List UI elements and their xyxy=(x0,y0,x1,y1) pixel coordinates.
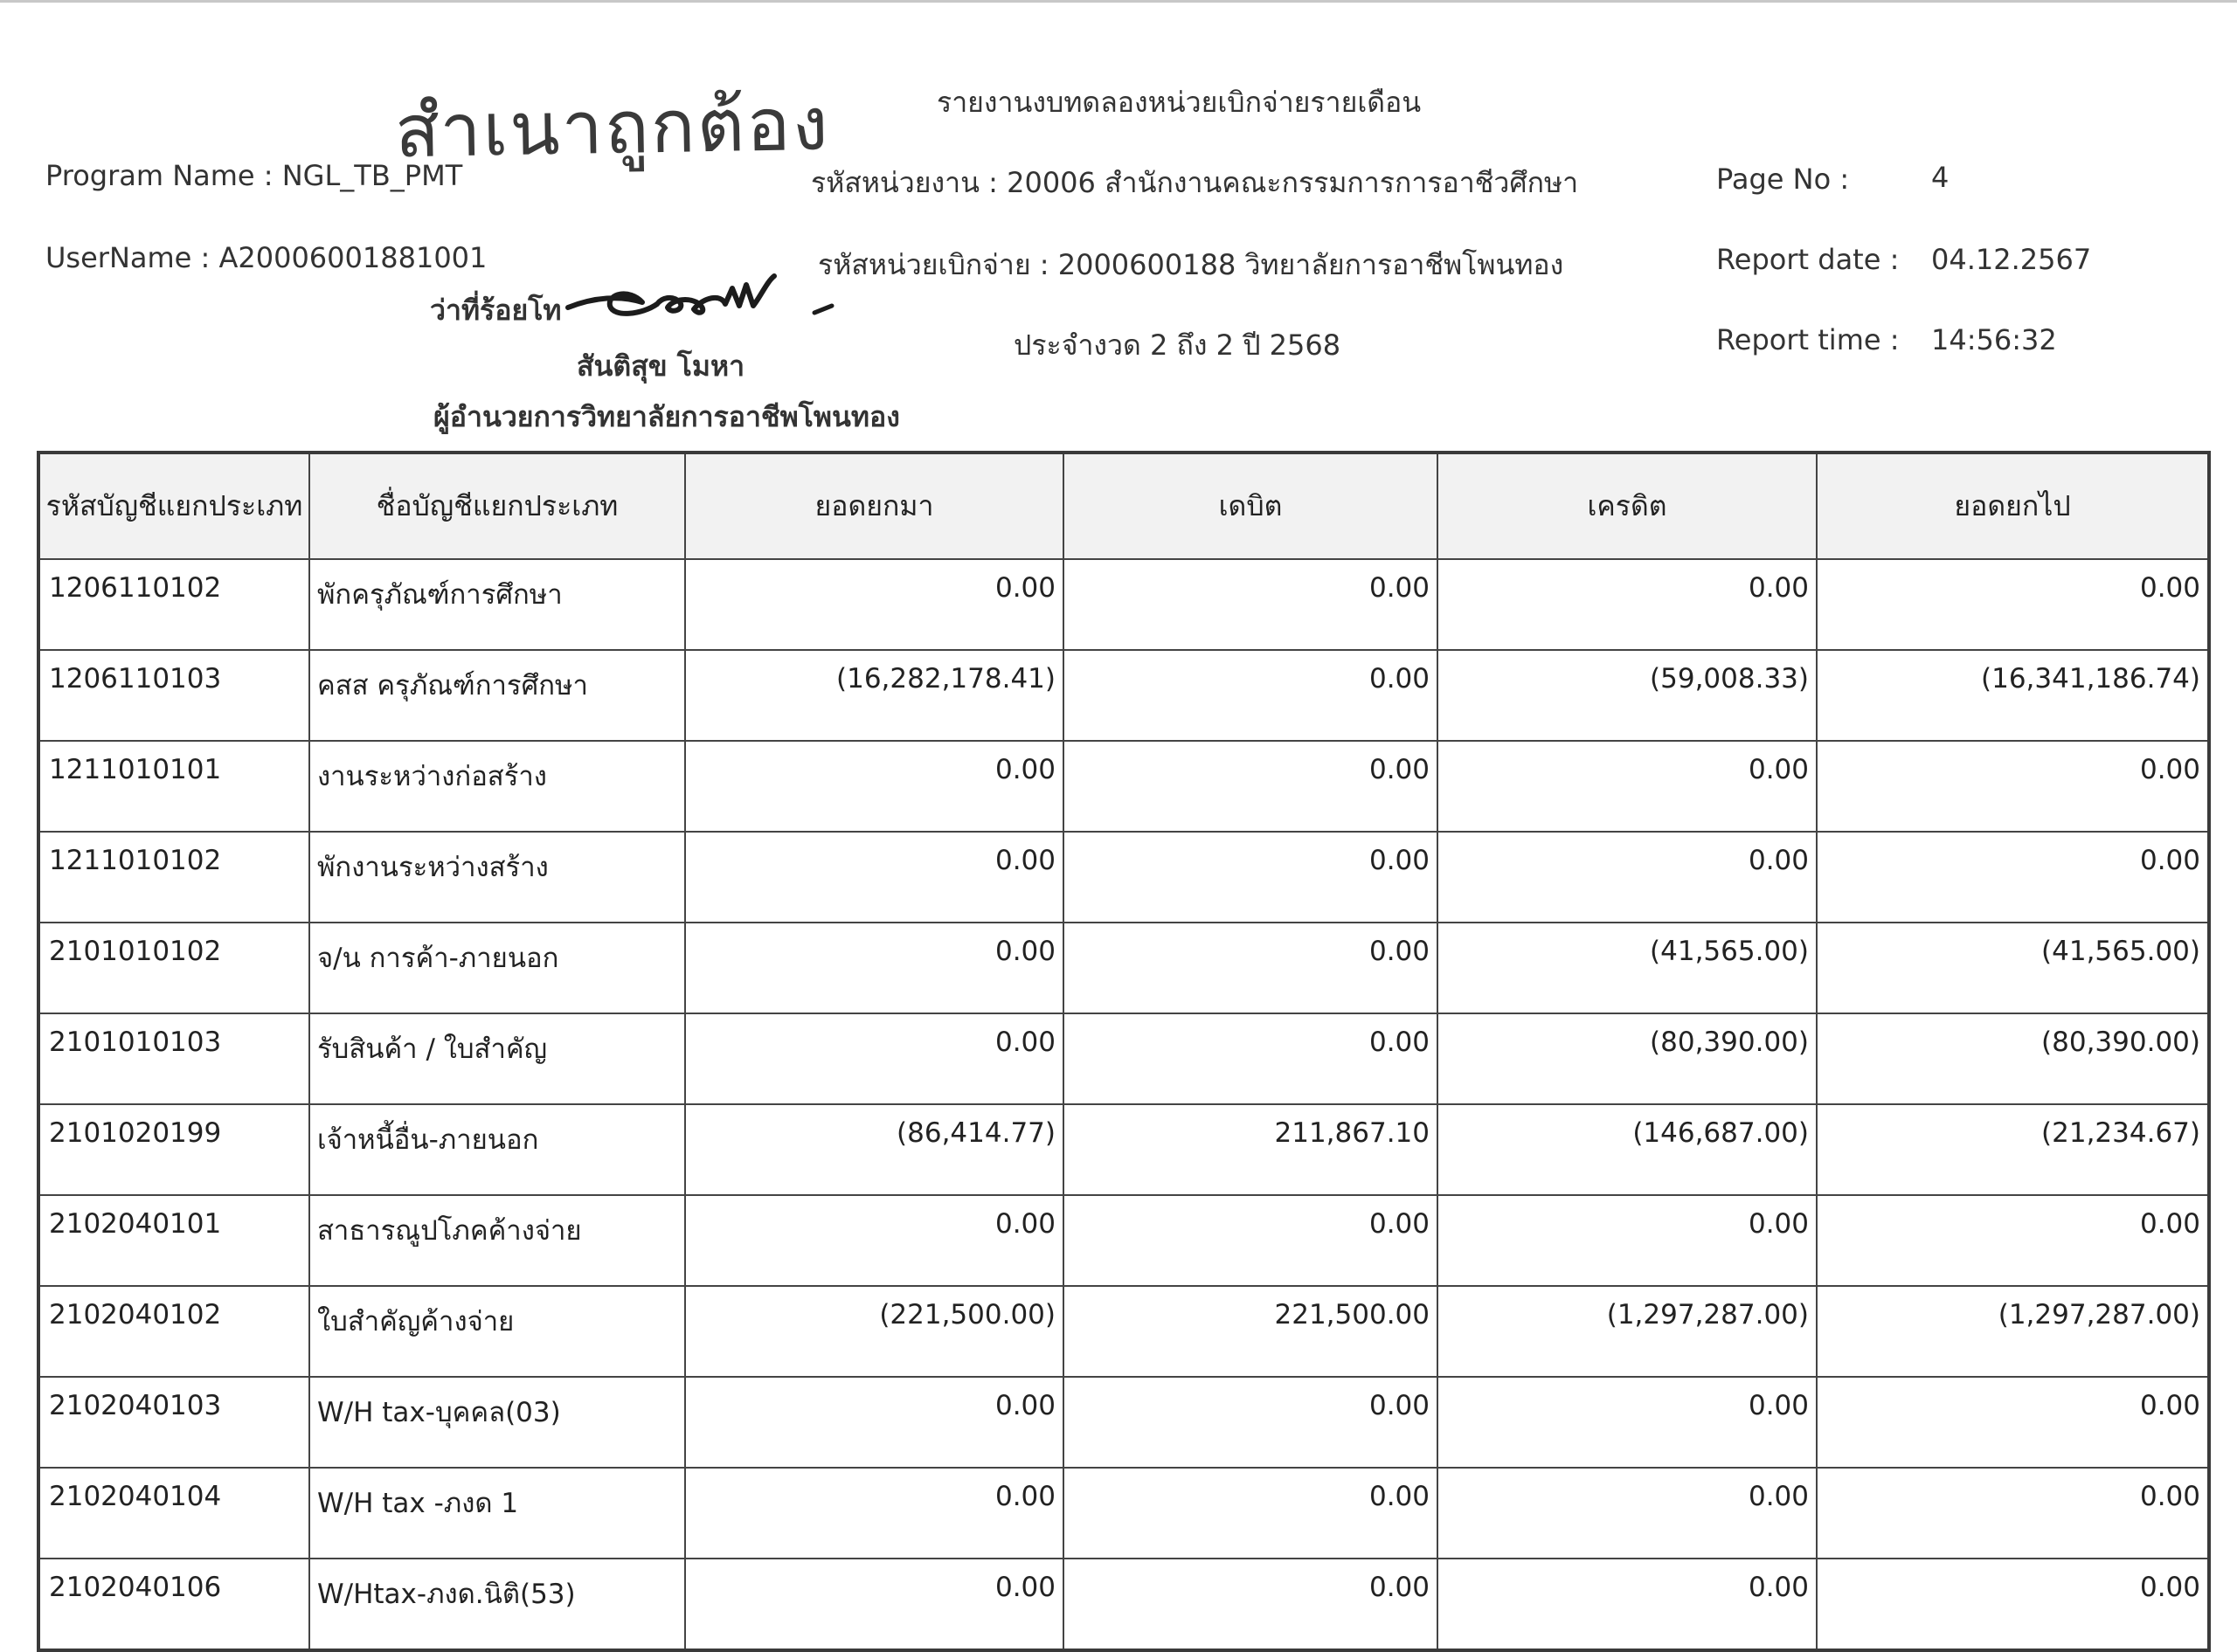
cell-opening-balance: 0.00 xyxy=(685,923,1063,1013)
cell-account-code: 2102040106 xyxy=(38,1559,309,1650)
cell-opening-balance: 0.00 xyxy=(685,1559,1063,1650)
cell-account-name: รับสินค้า / ใบสำคัญ xyxy=(309,1013,685,1104)
table-row xyxy=(38,1377,2209,1468)
col-header-debit: เดบิต xyxy=(1063,453,1437,559)
cell-account-name: สาธารณูปโภคค้างจ่าย xyxy=(309,1195,685,1286)
cell-debit: 0.00 xyxy=(1063,1559,1437,1650)
cell-account-code: 2101010103 xyxy=(38,1013,309,1104)
cell-account-code: 2101020199 xyxy=(38,1104,309,1195)
cell-opening-balance: 0.00 xyxy=(685,559,1063,650)
cell-closing-balance: 0.00 xyxy=(1817,1559,2209,1650)
table-row xyxy=(38,1559,2209,1650)
cell-account-name: W/H tax -ภงด 1 xyxy=(309,1468,685,1559)
cell-closing-balance: 0.00 xyxy=(1817,832,2209,923)
cell-debit: 0.00 xyxy=(1063,923,1437,1013)
table-row xyxy=(38,832,2209,923)
cell-account-name: ใบสำคัญค้างจ่าย xyxy=(309,1286,685,1377)
cell-closing-balance: 0.00 xyxy=(1817,559,2209,650)
cell-closing-balance: (1,297,287.00) xyxy=(1817,1286,2209,1377)
table-row xyxy=(38,650,2209,741)
cell-credit: 0.00 xyxy=(1437,741,1817,832)
certified-copy-stamp: สำเนาถูกต้อง xyxy=(394,80,831,175)
cell-debit: 221,500.00 xyxy=(1063,1286,1437,1377)
cell-credit: 0.00 xyxy=(1437,832,1817,923)
report-date-label: Report date : xyxy=(1716,243,1900,276)
signer-name: สันติสุข โมหา xyxy=(577,349,745,383)
cell-account-name: จ/น การค้า-ภายนอก xyxy=(309,923,685,1013)
table-row xyxy=(38,923,2209,1013)
cell-debit: 0.00 xyxy=(1063,741,1437,832)
report-title: รายงานงบทดลองหน่วยเบิกจ่ายรายเดือน xyxy=(937,86,1422,119)
disbursing-unit-code: รหัสหน่วยเบิกจ่าย : 2000600188 วิทยาลัยการอาชีพโพนทอง xyxy=(818,248,1564,281)
cell-credit: 0.00 xyxy=(1437,559,1817,650)
cell-account-name: W/H tax-บุคคล(03) xyxy=(309,1377,685,1468)
cell-account-code: 2102040102 xyxy=(38,1286,309,1377)
table-row xyxy=(38,741,2209,832)
cell-closing-balance: 0.00 xyxy=(1817,741,2209,832)
cell-closing-balance: (41,565.00) xyxy=(1817,923,2209,1013)
cell-opening-balance: 0.00 xyxy=(685,1377,1063,1468)
cell-credit: (41,565.00) xyxy=(1437,923,1817,1013)
report-time-label: Report time : xyxy=(1716,323,1900,356)
cell-account-name: คสส ครุภัณฑ์การศึกษา xyxy=(309,650,685,741)
cell-credit: (59,008.33) xyxy=(1437,650,1817,741)
cell-account-code: 1206110102 xyxy=(38,559,309,650)
scan-top-edge xyxy=(0,0,2237,3)
cell-opening-balance: (86,414.77) xyxy=(685,1104,1063,1195)
page-no-label: Page No : xyxy=(1716,162,1850,196)
cell-opening-balance: (221,500.00) xyxy=(685,1286,1063,1377)
col-header-opening-balance: ยอดยกมา xyxy=(685,453,1063,559)
page-no-value: 4 xyxy=(1931,161,1950,194)
col-header-account-code: รหัสบัญชีแยกประเภท xyxy=(38,453,309,559)
handwritten-signature xyxy=(559,262,839,332)
cell-account-name: พักครุภัณฑ์การศึกษา xyxy=(309,559,685,650)
cell-debit: 0.00 xyxy=(1063,559,1437,650)
cell-credit: 0.00 xyxy=(1437,1195,1817,1286)
cell-closing-balance: 0.00 xyxy=(1817,1377,2209,1468)
cell-closing-balance: (21,234.67) xyxy=(1817,1104,2209,1195)
signer-rank-prefix: ว่าที่ร้อยโท xyxy=(430,294,562,327)
agency-code: รหัสหน่วยงาน : 20006 สำนักงานคณะกรรมการการอาชีวศึกษา xyxy=(811,166,1579,199)
cell-debit: 0.00 xyxy=(1063,650,1437,741)
cell-debit: 0.00 xyxy=(1063,1013,1437,1104)
trial-balance-table xyxy=(37,451,2211,1652)
report-date-value: 04.12.2567 xyxy=(1931,243,2092,276)
report-time-value: 14:56:32 xyxy=(1931,323,2057,356)
cell-debit: 0.00 xyxy=(1063,832,1437,923)
cell-account-name: พักงานระหว่างสร้าง xyxy=(309,832,685,923)
cell-closing-balance: 0.00 xyxy=(1817,1468,2209,1559)
cell-debit: 0.00 xyxy=(1063,1195,1437,1286)
report-period: ประจำงวด 2 ถึง 2 ปี 2568 xyxy=(1014,328,1341,362)
cell-closing-balance: 0.00 xyxy=(1817,1195,2209,1286)
cell-opening-balance: (16,282,178.41) xyxy=(685,650,1063,741)
cell-debit: 211,867.10 xyxy=(1063,1104,1437,1195)
cell-credit: 0.00 xyxy=(1437,1468,1817,1559)
cell-closing-balance: (80,390.00) xyxy=(1817,1013,2209,1104)
col-header-credit: เครดิต xyxy=(1437,453,1817,559)
table-row xyxy=(38,1195,2209,1286)
cell-account-code: 1206110103 xyxy=(38,650,309,741)
cell-credit: 0.00 xyxy=(1437,1559,1817,1650)
table-row xyxy=(38,559,2209,650)
signer-title: ผู้อำนวยการวิทยาลัยการอาชีพโพนทอง xyxy=(433,400,900,433)
cell-credit: (1,297,287.00) xyxy=(1437,1286,1817,1377)
cell-debit: 0.00 xyxy=(1063,1468,1437,1559)
program-name: Program Name : NGL_TB_PMT xyxy=(45,159,463,192)
username: UserName : A20006001881001 xyxy=(45,241,488,274)
cell-account-code: 1211010102 xyxy=(38,832,309,923)
cell-opening-balance: 0.00 xyxy=(685,1195,1063,1286)
table-row xyxy=(38,1468,2209,1559)
cell-account-name: งานระหว่างก่อสร้าง xyxy=(309,741,685,832)
col-header-account-name: ชื่อบัญชีแยกประเภท xyxy=(309,453,685,559)
cell-account-code: 2102040101 xyxy=(38,1195,309,1286)
cell-opening-balance: 0.00 xyxy=(685,1468,1063,1559)
cell-closing-balance: (16,341,186.74) xyxy=(1817,650,2209,741)
cell-opening-balance: 0.00 xyxy=(685,832,1063,923)
table-row xyxy=(38,1104,2209,1195)
cell-debit: 0.00 xyxy=(1063,1377,1437,1468)
table-row xyxy=(38,1013,2209,1104)
cell-opening-balance: 0.00 xyxy=(685,1013,1063,1104)
cell-account-code: 2102040104 xyxy=(38,1468,309,1559)
cell-credit: (146,687.00) xyxy=(1437,1104,1817,1195)
table-row xyxy=(38,1286,2209,1377)
cell-credit: 0.00 xyxy=(1437,1377,1817,1468)
cell-opening-balance: 0.00 xyxy=(685,741,1063,832)
cell-account-code: 2101010102 xyxy=(38,923,309,1013)
cell-account-name: เจ้าหนี้อื่น-ภายนอก xyxy=(309,1104,685,1195)
table-header-row xyxy=(38,453,2209,559)
cell-account-code: 2102040103 xyxy=(38,1377,309,1468)
cell-account-code: 1211010101 xyxy=(38,741,309,832)
cell-account-name: W/Htax-ภงด.นิติ(53) xyxy=(309,1559,685,1650)
col-header-closing-balance: ยอดยกไป xyxy=(1817,453,2209,559)
cell-credit: (80,390.00) xyxy=(1437,1013,1817,1104)
